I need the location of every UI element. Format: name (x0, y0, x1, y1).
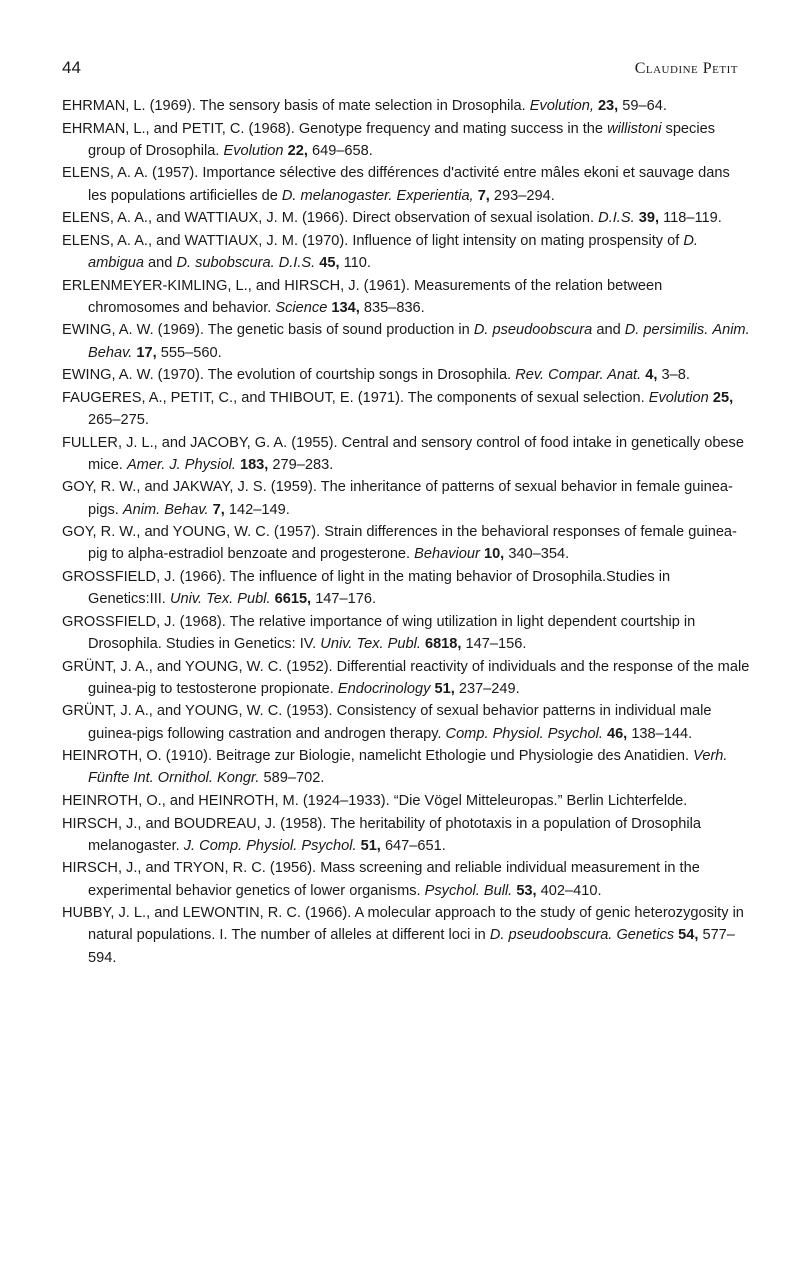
reference-journal: Univ. Tex. Publ. (169, 591, 271, 608)
reference-journal: D.I.S. (598, 210, 635, 227)
reference-authors: EHRMAN, L. (1969). (62, 98, 196, 114)
reference-journal: Anim. Behav. (122, 501, 209, 518)
reference-pages: 138–144. (631, 725, 693, 742)
reference-authors: FAUGERES, A., PETIT, C., and THIBOUT, E. (1971). (62, 389, 404, 406)
reference-pages: 59–64. (622, 98, 667, 114)
reference-entry (62, 319, 750, 363)
reference-volume: 134, (331, 299, 360, 316)
reference-volume: 51, (434, 680, 455, 697)
reference-pages: 649–658. (311, 142, 373, 159)
reference-title: Importance sélective des différences d'activité entre mâles ekoni et sauvage dans les populations artificielles de (88, 165, 730, 204)
reference-title: “Die Vögel Mitteleuropas.” Berlin Lichterfelde. (393, 792, 688, 809)
reference-title: A molecular approach to the study of genic heterozygosity in natural populations. I. The number of alleles at different loci in (88, 905, 744, 944)
reference-authors: EWING, A. W. (1970). (62, 367, 204, 384)
reference-title: Influence of light intensity on mating prospensity of (352, 232, 680, 249)
reference-volume: 7, (212, 501, 225, 518)
reference-species: D. subobscura. (176, 254, 275, 271)
reference-entry (62, 790, 750, 812)
reference-authors: HEINROTH, O. (1910). (62, 748, 213, 765)
reference-volume: 10, (483, 546, 505, 563)
reference-entry (62, 521, 750, 565)
reference-authors: GOY, R. W., and YOUNG, W. C. (1957). (62, 524, 321, 541)
reference-journal: Evolution (648, 389, 709, 406)
reference-pages: 555–560. (160, 344, 222, 361)
reference-title: Central and sensory control of food intake in genetically obese mice. (88, 434, 744, 473)
reference-title-italic: D. pseudoobscura. (489, 927, 613, 944)
reference-authors: ELENS, A. A., and WATTIAUX, J. M. (1966). (62, 210, 349, 227)
reference-title: Mass screening and reliable individual measurement in the experimental behavior genetics of lower organisms. (88, 860, 700, 899)
reference-volume: 45, (319, 254, 340, 271)
reference-entry (62, 566, 750, 610)
reference-authors: ERLENMEYER-KIMLING, L., and HIRSCH, J. (1961). (62, 277, 410, 294)
reference-entry (62, 118, 750, 162)
reference-entry (62, 207, 750, 229)
reference-volume: 4, (645, 367, 658, 384)
reference-title: The influence of light in the mating behavior of Drosophila.Studies in Genetics:III. (88, 568, 671, 608)
reference-species: D. pseudoobscura (473, 322, 593, 339)
reference-authors: GROSSFIELD, J. (1968). (62, 613, 226, 630)
reference-volume: 39, (638, 210, 660, 227)
reference-title: Strain differences in the behavioral responses of female guinea-pig to alpha-estradiol benzoate and progesterone. (88, 524, 737, 563)
reference-pages: 265–275. (88, 411, 149, 428)
reference-title: The evolution of courtship songs in Drosophila. (207, 367, 512, 384)
reference-title: Differential reactivity of individuals and the response of the male guinea-pig to testosterone propionate. (88, 658, 750, 697)
reference-journal: Rev. Compar. Anat. (515, 367, 642, 384)
reference-entry (62, 902, 750, 969)
reference-entry (62, 656, 750, 700)
reference-authors: GRÜNT, J. A., and YOUNG, W. C. (1952). (62, 658, 333, 675)
reference-entry (62, 700, 750, 744)
reference-title: Consistency of sexual behavior patterns in individual male guinea-pigs following castration and androgen therapy. (88, 703, 712, 742)
reference-list (62, 95, 750, 969)
reference-title: Direct observation of sexual isolation. (352, 210, 595, 227)
reference-volume: 183, (239, 456, 269, 473)
reference-entry (62, 611, 750, 655)
reference-pages: 647–651. (384, 837, 446, 854)
reference-pages: 835–836. (363, 299, 425, 316)
reference-title: Genotype frequency and mating success in the (298, 120, 604, 137)
page-number: 44 (62, 58, 81, 77)
reference-pages: 577–594. (88, 927, 735, 966)
reference-pages: 340–354. (508, 546, 570, 563)
reference-title: The sensory basis of mate selection in Drosophila. (199, 98, 526, 114)
reference-journal: Amer. J. Physiol. (126, 456, 236, 473)
reference-journal: Univ. Tex. Publ. (320, 635, 421, 652)
reference-pages: 147–176. (315, 591, 377, 608)
reference-volume: 51, (360, 837, 381, 854)
reference-volume: 46, (606, 725, 628, 742)
reference-journal: Genetics (616, 927, 675, 944)
reference-entry (62, 162, 750, 206)
reference-title: The relative importance of wing utilization in light dependent courtship in Drosophila. Studies in Genetics: IV. (88, 613, 696, 652)
reference-pages: 237–249. (458, 680, 520, 697)
reference-pages: 589–702. (263, 770, 325, 787)
reference-pages: 118–119. (663, 210, 722, 227)
reference-journal: D.I.S. (278, 254, 316, 271)
reference-title: The inheritance of patterns of sexual behavior in female guinea-pigs. (88, 479, 733, 518)
reference-volume: 25, (712, 389, 734, 406)
reference-title: Beitrage zur Biologie, namelicht Ethologie und Physiologie des Anatidien. (216, 748, 690, 765)
reference-entry (62, 476, 750, 520)
reference-volume: 54, (678, 927, 699, 944)
reference-title: Measurements of the relation between chromosomes and behavior. (88, 277, 663, 316)
reference-authors: GOY, R. W., and JAKWAY, J. S. (1959). (62, 479, 317, 496)
reference-authors: HUBBY, J. L., and LEWONTIN, R. C. (1966). (62, 905, 352, 922)
reference-entry (62, 432, 750, 476)
reference-species: D. ambigua (88, 232, 698, 271)
reference-title: The heritability of phototaxis in a population of Drosophila melanogaster. (88, 815, 701, 854)
reference-pages: 147–156. (465, 635, 527, 652)
reference-authors: EHRMAN, L., and PETIT, C. (1968). (62, 120, 295, 137)
reference-species: D. persimilis. (624, 322, 709, 339)
reference-journal: Evolution (223, 142, 284, 159)
reference-entry (62, 230, 750, 274)
reference-title-italic: D. melanogaster. (281, 187, 393, 204)
reference-pages: 402–410. (540, 882, 602, 899)
reference-title: The genetic basis of sound production in (207, 322, 470, 339)
reference-pages: 279–283. (272, 456, 334, 473)
reference-authors: GROSSFIELD, J. (1966). (62, 568, 226, 585)
reference-journal: Verh. Fünfte Int. Ornithol. Kongr. (88, 748, 728, 787)
reference-journal: Anim. Behav. (88, 322, 750, 361)
reference-title: species group of Drosophila. (88, 120, 715, 159)
reference-journal: Comp. Physiol. Psychol. (445, 725, 603, 742)
reference-volume: 6615, (274, 591, 312, 608)
reference-journal: Behaviour (414, 546, 480, 563)
reference-journal: Evolution, (529, 98, 594, 114)
reference-authors: ELENS, A. A., and WATTIAUX, J. M. (1970). (62, 232, 349, 249)
reference-journal: Science (275, 299, 328, 316)
reference-journal: Endocrinology (337, 680, 431, 697)
reference-entry (62, 275, 750, 319)
reference-journal: Experientia, (396, 187, 474, 204)
reference-entry (62, 364, 750, 386)
reference-entry (62, 813, 750, 857)
page-header (62, 58, 738, 82)
reference-pages: 110. (343, 254, 371, 271)
reference-conjunction: and (148, 254, 173, 271)
reference-title-italic: willistoni (607, 120, 662, 137)
reference-authors: GRÜNT, J. A., and YOUNG, W. C. (1953). (62, 703, 333, 720)
reference-journal: Psychol. Bull. (424, 882, 513, 899)
reference-journal: J. Comp. Physiol. Psychol. (183, 837, 357, 854)
reference-volume: 23, (597, 98, 619, 114)
reference-authors: ELENS, A. A. (1957). (62, 165, 199, 182)
reference-pages: 142–149. (228, 501, 290, 518)
reference-entry (62, 95, 750, 117)
reference-conjunction: and (596, 322, 621, 339)
reference-volume: 53, (516, 882, 537, 899)
reference-pages: 3–8. (661, 367, 690, 384)
reference-volume: 22, (287, 142, 308, 159)
reference-authors: EWING, A. W. (1969). (62, 322, 204, 339)
reference-authors: HEINROTH, O., and HEINROTH, M. (1924–1933). (62, 792, 390, 809)
reference-authors: HIRSCH, J., and TRYON, R. C. (1956). (62, 860, 317, 877)
reference-title: The components of sexual selection. (407, 389, 645, 406)
reference-authors: FULLER, J. L., and JACOBY, G. A. (1955). (62, 434, 338, 451)
reference-pages: 293–294. (493, 187, 555, 204)
reference-volume: 6818, (424, 635, 462, 652)
reference-entry (62, 857, 750, 901)
reference-entry (62, 745, 750, 789)
reference-volume: 17, (136, 344, 157, 361)
reference-volume: 7, (477, 187, 490, 204)
running-head: Claudine Petit (634, 60, 738, 77)
reference-authors: HIRSCH, J., and BOUDREAU, J. (1958). (62, 815, 327, 832)
reference-entry (62, 387, 750, 431)
